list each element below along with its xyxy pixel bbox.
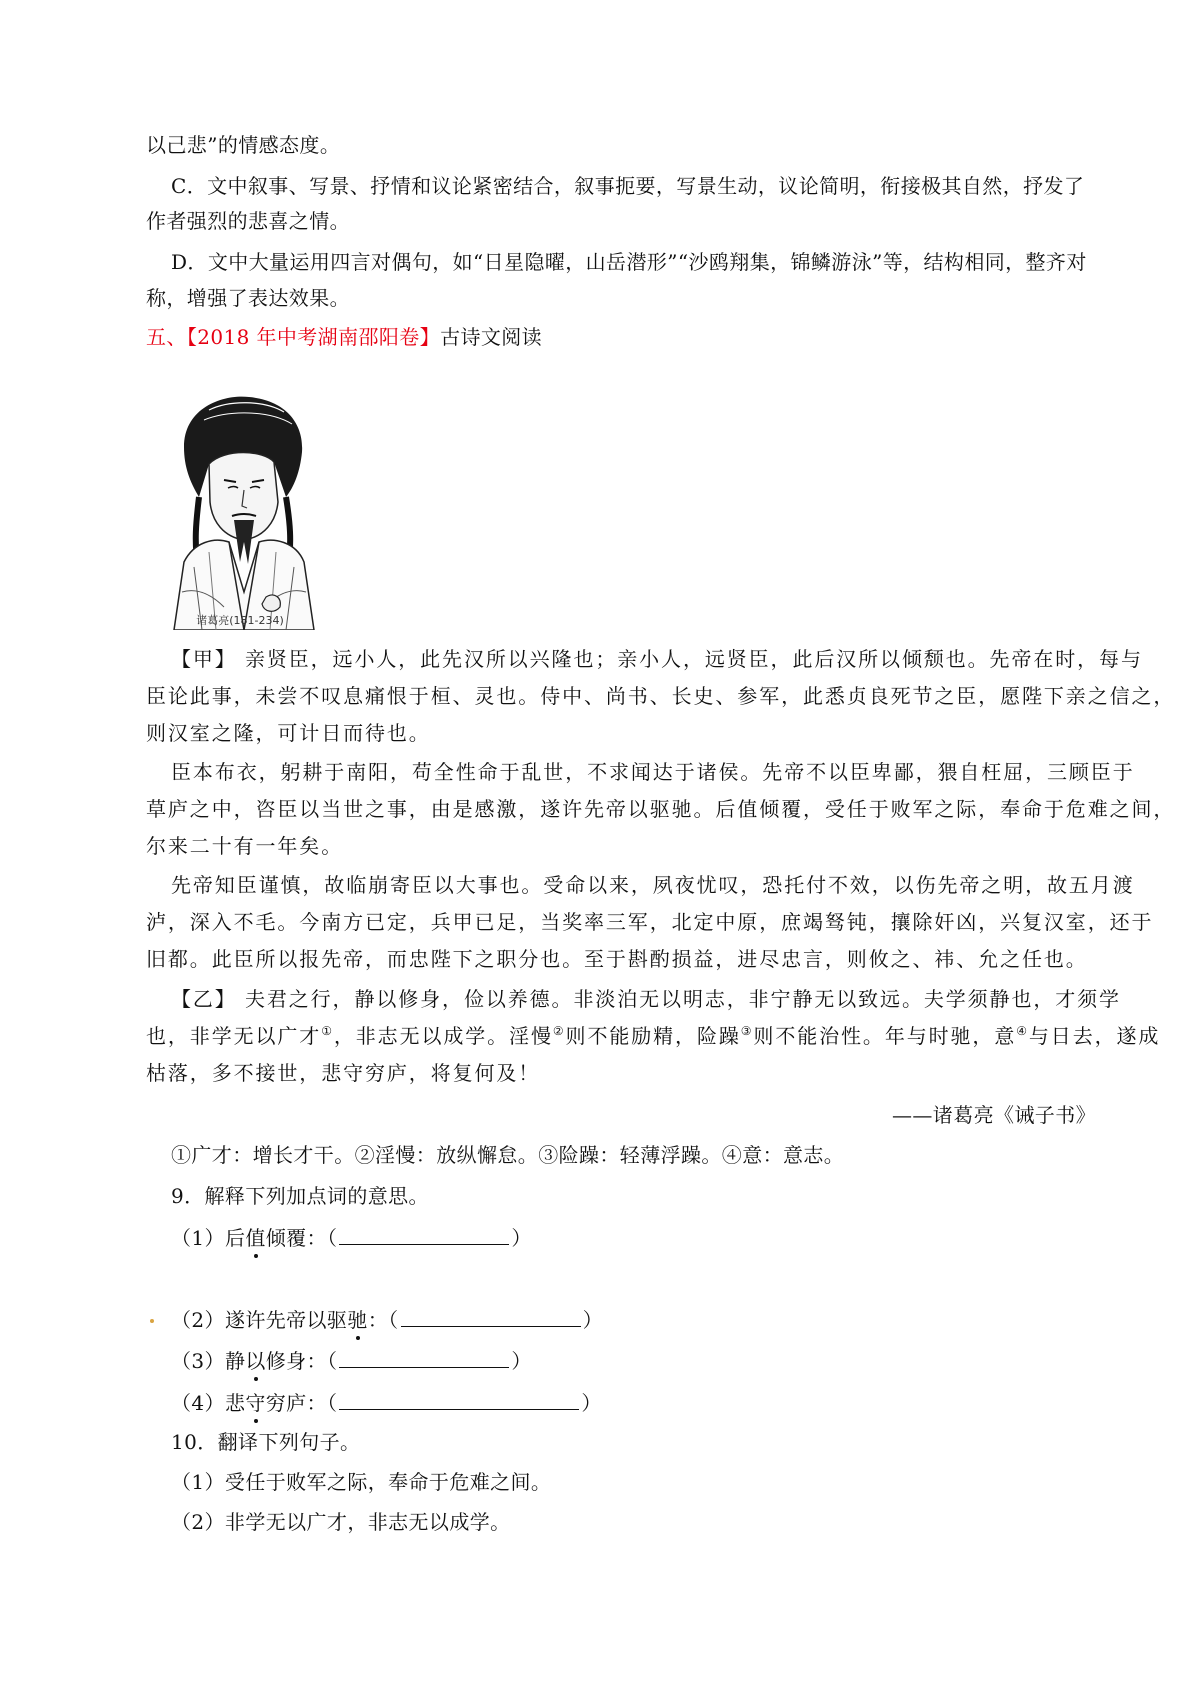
passage-yi-text: 则不能治性。年与时驰，意 (753, 1024, 1017, 1048)
answer-blank[interactable] (339, 1222, 509, 1245)
question-10-item-2: （2）非学无以广才，非志无以成学。 (171, 1510, 511, 1534)
item-number: （2） (171, 1308, 225, 1332)
option-c-line2: 作者强烈的悲喜之情。 (146, 209, 350, 233)
passage-jia-p2-line2: 草庐之中，咨臣以当世之事，由是感激，遂许先帝以驱驰。后值倾覆，受任于败军之际，奉命于危难之间， (146, 797, 1176, 821)
passage-jia-p3-line3: 旧都。此臣所以报先帝，而忠陛下之职分也。至于斟酌损益，进尽忠言，则攸之、祎、允之任也。 (146, 947, 1088, 971)
passage-jia-p3-line2: 泸，深入不毛。今南方已定，兵甲已足，当奖率三军，北定中原，庶竭驽钝，攘除奸凶，兴复汉室，还于 (146, 910, 1154, 934)
option-c-line1: C．文中叙事、写景、抒情和议论紧密结合，叙事扼要，写景生动，议论简明，衔接极其自然，抒发了 (171, 174, 1085, 198)
passage-jia-p3-line1: 先帝知臣谨慎，故临崩寄臣以大事也。受命以来，夙夜忧叹，恐托付不效，以伤先帝之明，故五月渡 (171, 873, 1135, 897)
question-9-item-1 (171, 1222, 1121, 1252)
option-d-line2: 称，增强了表达效果。 (146, 286, 350, 310)
passage-yi-text: 也，非学无以广才 (146, 1024, 322, 1048)
option-d-line1: D．文中大量运用四言对偶句，如“日星隐曜，山岳潜形”“沙鸥翔集，锦鳞游泳”等，结构相同，整齐对 (171, 250, 1087, 274)
footnote-marker: ② (552, 1024, 566, 1038)
passage-jia-p1-line1: 【甲】 亲贤臣，远小人，此先汉所以兴隆也；亲小人，远贤臣，此后汉所以倾颓也。先帝在时，每与 (171, 647, 1143, 671)
answer-blank[interactable] (401, 1304, 581, 1327)
passage-jia-p2-line1: 臣本布衣，躬耕于南阳，苟全性命于乱世，不求闻达于诸侯。先帝不以臣卑鄙，猥自枉屈，三顾臣于 (171, 760, 1135, 784)
section-source: 【2018 年中考湖南邵阳卷】 (186, 325, 441, 349)
passage-yi-text: 与日去，遂成 (1028, 1024, 1161, 1048)
passage-yi-line3: 枯落，多不接世，悲守穷庐，将复何及！ (146, 1061, 541, 1085)
text-line: 以己悲”的情感态度。 (146, 133, 341, 157)
question-9-item-4 (171, 1387, 1121, 1417)
question-9-item-2 (171, 1304, 1121, 1334)
passage-yi-text: 则不能励精，险躁 (565, 1024, 741, 1048)
footnote-marker: ④ (1016, 1024, 1029, 1038)
item-number: （3） (171, 1349, 225, 1373)
item-text: 悲 (224, 1391, 246, 1415)
item-number: （1） (171, 1226, 225, 1250)
dotted-word: 以 (245, 1349, 266, 1373)
bullet-icon (150, 1319, 154, 1323)
question-9-title: 9．解释下列加点词的意思。 (171, 1184, 429, 1208)
section-prefix: 五、 (146, 325, 187, 349)
passage-yi-line2 (146, 1022, 1161, 1050)
footnotes: ①广才：增长才干。②淫慢：放纵懈怠。③险躁：轻薄浮躁。④意：意志。 (171, 1143, 845, 1167)
item-text: ） (582, 1308, 603, 1332)
item-text: 穷庐：（ (265, 1391, 338, 1415)
section-heading (146, 323, 1096, 351)
footnote-marker: ① (321, 1024, 334, 1038)
answer-blank[interactable] (339, 1345, 509, 1368)
passage-jia-p2-line3: 尔来二十有一年矣。 (146, 834, 344, 858)
answer-blank[interactable] (339, 1387, 579, 1410)
dotted-word: 值 (245, 1226, 266, 1250)
item-text: ） (581, 1391, 602, 1415)
question-10-title: 10．翻译下列句子。 (171, 1430, 361, 1454)
passage-yi-line1: 【乙】 夫君之行，静以修身，俭以养德。非淡泊无以明志，非宁静无以致远。夫学须静也，才须学 (171, 987, 1121, 1011)
item-text: 修身：（ (265, 1349, 338, 1373)
footnote-marker: ③ (740, 1024, 754, 1038)
item-number: （4） (171, 1391, 225, 1415)
item-text: ） (511, 1349, 532, 1373)
passage-yi-text: ，非志无以成学。淫慢 (333, 1024, 553, 1048)
dotted-word: 守 (245, 1391, 266, 1415)
question-9-item-3 (171, 1345, 1121, 1375)
passage-jia-p1-line3: 则汉室之隆，可计日而待也。 (146, 721, 431, 745)
passage-jia-p1-line2: 臣论此事，未尝不叹息痛恨于桓、灵也。侍中、尚书、长史、参军，此悉贞良死节之臣，愿陛下亲之信之， (146, 684, 1176, 708)
item-text: ：（ (367, 1308, 399, 1332)
passage-yi-source: ——诸葛亮《诫子书》 (892, 1103, 1096, 1127)
item-text: ） (511, 1226, 532, 1250)
item-text: 后 (224, 1226, 246, 1250)
section-title: 古诗文阅读 (440, 325, 543, 349)
item-text: 静 (224, 1349, 246, 1373)
portrait-caption: 诸葛亮(181-234) (196, 614, 284, 627)
item-text: 倾覆：（ (265, 1226, 338, 1250)
question-10-item-1: （1）受任于败军之际，奉命于危难之间。 (171, 1470, 552, 1494)
item-text: 遂许先帝以驱 (224, 1308, 348, 1332)
dotted-word: 驰 (347, 1308, 368, 1332)
zhuge-liang-portrait-image (154, 392, 326, 630)
